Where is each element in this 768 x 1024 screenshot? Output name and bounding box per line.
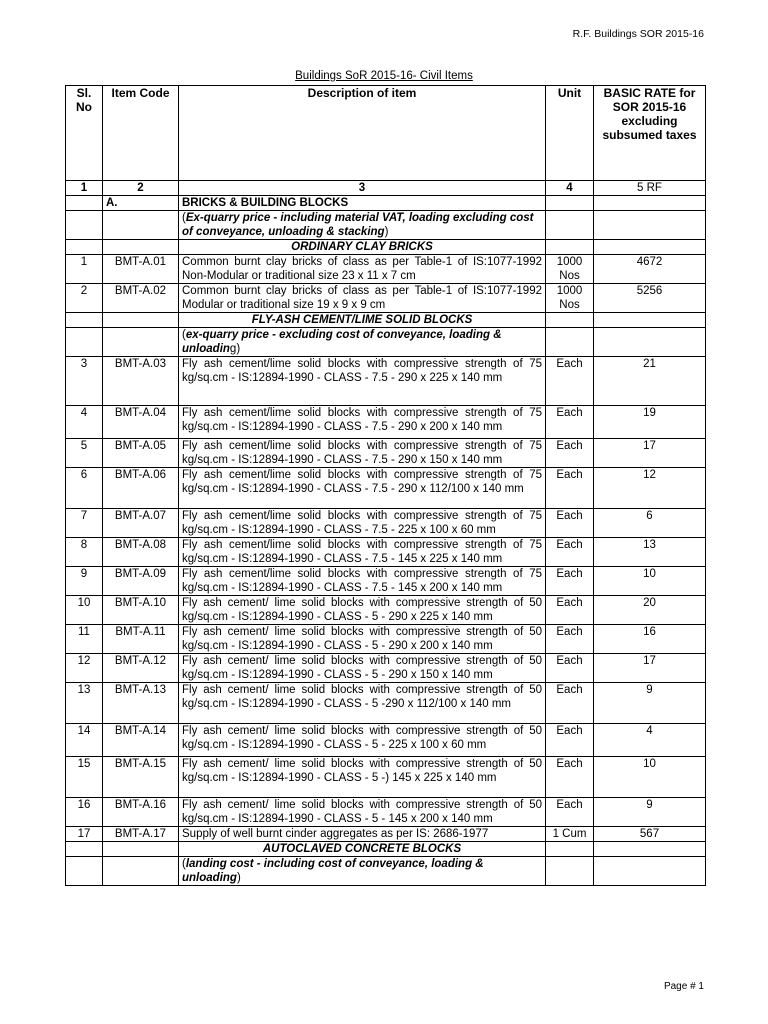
item-rate: 20 <box>594 596 706 625</box>
item-sl: 3 <box>66 357 103 406</box>
item-sl: 11 <box>66 625 103 654</box>
table-row <box>66 509 706 538</box>
item-unit: Each <box>546 567 594 596</box>
item-sl: 5 <box>66 439 103 468</box>
item-code: BMT-A.04 <box>103 406 179 439</box>
item-code: BMT-A.17 <box>103 827 179 842</box>
table-row <box>66 567 706 596</box>
item-rate: 19 <box>594 406 706 439</box>
col-number: 5 RF <box>594 181 706 196</box>
note-row <box>66 328 706 357</box>
price-note: (ex-quarry price - excluding cost of conveyance, loading & unloading) <box>179 328 546 357</box>
item-sl: 14 <box>66 724 103 757</box>
table-row <box>66 439 706 468</box>
item-rate: 5256 <box>594 284 706 313</box>
table-row <box>66 625 706 654</box>
item-unit: Each <box>546 509 594 538</box>
col-header-unit: Unit <box>546 86 594 181</box>
item-sl: 6 <box>66 468 103 509</box>
table-row <box>66 357 706 406</box>
item-code: BMT-A.09 <box>103 567 179 596</box>
item-unit: Each <box>546 654 594 683</box>
item-rate: 4672 <box>594 255 706 284</box>
price-note: (Ex-quarry price - including material VAT, loading excluding cost of conveyance, unloading & stacking) <box>179 211 546 240</box>
item-description: Fly ash cement/lime solid blocks with compressive strength of 75 kg/sq.cm - IS:12894-1990 - CLASS - 7.5 - 225 x 100 x 60 mm <box>179 509 546 538</box>
price-note-tail: g <box>229 343 237 355</box>
item-description: Common burnt clay bricks of class as per Table-1 of IS:1077-1992 Modular or traditional size 19 x 9 x 9 cm <box>179 284 546 313</box>
table-row <box>66 827 706 842</box>
item-description: Fly ash cement/ lime solid blocks with compressive strength of 50 kg/sq.cm - IS:12894-1990 - CLASS - 5 - 290 x 200 x 140 mm <box>179 625 546 654</box>
item-rate: 6 <box>594 509 706 538</box>
item-description: Fly ash cement/lime solid blocks with compressive strength of 75 kg/sq.cm - IS:12894-1990 - CLASS - 7.5 - 290 x 150 x 140 mm <box>179 439 546 468</box>
item-code: BMT-A.11 <box>103 625 179 654</box>
col-header-code: Item Code <box>103 86 179 181</box>
subhead-title: FLY-ASH CEMENT/LIME SOLID BLOCKS <box>179 313 546 328</box>
item-code: BMT-A.10 <box>103 596 179 625</box>
item-unit: Each <box>546 406 594 439</box>
item-unit: 1000 Nos <box>546 255 594 284</box>
item-description: Fly ash cement/ lime solid blocks with compressive strength of 50 kg/sq.cm - IS:12894-1990 - CLASS - 5 - 145 x 200 x 140 mm <box>179 798 546 827</box>
item-rate: 12 <box>594 468 706 509</box>
table-row <box>66 406 706 439</box>
item-code: BMT-A.16 <box>103 798 179 827</box>
item-rate: 16 <box>594 625 706 654</box>
note-row <box>66 211 706 240</box>
item-description: Fly ash cement/ lime solid blocks with compressive strength of 50 kg/sq.cm - IS:12894-1990 - CLASS - 5 -290 x 112/100 x 140 mm <box>179 683 546 724</box>
item-rate: 10 <box>594 757 706 798</box>
item-unit: Each <box>546 683 594 724</box>
item-sl: 4 <box>66 406 103 439</box>
sor-table <box>65 85 706 886</box>
item-unit: 1 Cum <box>546 827 594 842</box>
item-description: Fly ash cement/lime solid blocks with compressive strength of 75 kg/sq.cm - IS:12894-1990 - CLASS - 7.5 - 290 x 112/100 x 140 mm <box>179 468 546 509</box>
item-sl: 8 <box>66 538 103 567</box>
section-row <box>66 196 706 211</box>
item-unit: 1000 Nos <box>546 284 594 313</box>
table-row <box>66 724 706 757</box>
item-sl: 7 <box>66 509 103 538</box>
item-description: Supply of well burnt cinder aggregates as per IS: 2686-1977 <box>179 827 546 842</box>
item-description: Fly ash cement/ lime solid blocks with compressive strength of 50 kg/sq.cm - IS:12894-1990 - CLASS - 5 - 290 x 225 x 140 mm <box>179 596 546 625</box>
column-header-row <box>66 86 706 181</box>
table-row <box>66 654 706 683</box>
item-description: Fly ash cement/lime solid blocks with compressive strength of 75 kg/sq.cm - IS:12894-1990 - CLASS - 7.5 - 290 x 200 x 140 mm <box>179 406 546 439</box>
col-header-sl: Sl. No <box>66 86 103 181</box>
note-row <box>66 857 706 886</box>
price-note-text: Ex-quarry price - including material VAT, loading excluding cost of conveyance, unloading & stacking <box>182 212 534 238</box>
item-sl: 10 <box>66 596 103 625</box>
table-row <box>66 255 706 284</box>
item-unit: Each <box>546 538 594 567</box>
item-code: BMT-A.03 <box>103 357 179 406</box>
item-rate: 10 <box>594 567 706 596</box>
col-number: 3 <box>179 181 546 196</box>
table-row <box>66 538 706 567</box>
item-code: BMT-A.08 <box>103 538 179 567</box>
page-number: Page # 1 <box>663 981 704 992</box>
table-row <box>66 757 706 798</box>
subhead-row <box>66 842 706 857</box>
item-code: BMT-A.15 <box>103 757 179 798</box>
price-note: (landing cost - including cost of conveyance, loading & unloading) <box>179 857 546 886</box>
item-unit: Each <box>546 798 594 827</box>
col-header-desc: Description of item <box>179 86 546 181</box>
item-rate: 567 <box>594 827 706 842</box>
item-unit: Each <box>546 757 594 798</box>
item-code: BMT-A.05 <box>103 439 179 468</box>
item-code: BMT-A.12 <box>103 654 179 683</box>
subhead-row <box>66 313 706 328</box>
item-sl: 13 <box>66 683 103 724</box>
document-title: Buildings SoR 2015-16- Civil Items <box>295 70 473 82</box>
item-rate: 9 <box>594 683 706 724</box>
price-note-text: ex-quarry price - excluding cost of conveyance, loading & unloadin <box>182 329 502 355</box>
item-unit: Each <box>546 439 594 468</box>
item-unit: Each <box>546 625 594 654</box>
item-description: Fly ash cement/ lime solid blocks with compressive strength of 50 kg/sq.cm - IS:12894-1990 - CLASS - 5 - 225 x 100 x 60 mm <box>179 724 546 757</box>
item-description: Fly ash cement/lime solid blocks with compressive strength of 75 kg/sq.cm - IS:12894-1990 - CLASS - 7.5 - 145 x 200 x 140 mm <box>179 567 546 596</box>
item-code: BMT-A.14 <box>103 724 179 757</box>
section-title: BRICKS & BUILDING BLOCKS <box>179 196 546 211</box>
item-rate: 13 <box>594 538 706 567</box>
item-rate: 17 <box>594 654 706 683</box>
item-sl: 9 <box>66 567 103 596</box>
item-sl: 15 <box>66 757 103 798</box>
item-sl: 2 <box>66 284 103 313</box>
price-note-text: landing cost - including cost of conveyance, loading & unloading <box>182 858 484 884</box>
item-description: Fly ash cement/ lime solid blocks with compressive strength of 50 kg/sq.cm - IS:12894-1990 - CLASS - 5 -) 145 x 225 x 140 mm <box>179 757 546 798</box>
item-sl: 17 <box>66 827 103 842</box>
item-rate: 21 <box>594 357 706 406</box>
item-rate: 9 <box>594 798 706 827</box>
subhead-title: AUTOCLAVED CONCRETE BLOCKS <box>179 842 546 857</box>
item-description: Fly ash cement/lime solid blocks with compressive strength of 75 kg/sq.cm - IS:12894-1990 - CLASS - 7.5 - 145 x 225 x 140 mm <box>179 538 546 567</box>
item-unit: Each <box>546 468 594 509</box>
subhead-row <box>66 240 706 255</box>
section-letter: A. <box>103 196 179 211</box>
table-row <box>66 596 706 625</box>
item-unit: Each <box>546 596 594 625</box>
item-description: Fly ash cement/ lime solid blocks with compressive strength of 50 kg/sq.cm - IS:12894-1990 - CLASS - 5 - 290 x 150 x 140 mm <box>179 654 546 683</box>
item-description: Common burnt clay bricks of class as per Table-1 of IS:1077-1992 Non-Modular or traditional size 23 x 11 x 7 cm <box>179 255 546 284</box>
item-code: BMT-A.01 <box>103 255 179 284</box>
item-unit: Each <box>546 357 594 406</box>
item-rate: 4 <box>594 724 706 757</box>
col-number: 4 <box>546 181 594 196</box>
item-unit: Each <box>546 724 594 757</box>
table-row <box>66 683 706 724</box>
col-number: 2 <box>103 181 179 196</box>
item-code: BMT-A.07 <box>103 509 179 538</box>
item-code: BMT-A.06 <box>103 468 179 509</box>
table-row <box>66 284 706 313</box>
col-header-rate: BASIC RATE for SOR 2015-16 excluding subsumed taxes <box>594 86 706 181</box>
item-code: BMT-A.13 <box>103 683 179 724</box>
table-row <box>66 468 706 509</box>
running-header: R.F. Buildings SOR 2015-16 <box>572 28 704 40</box>
col-number: 1 <box>66 181 103 196</box>
item-sl: 12 <box>66 654 103 683</box>
subhead-title: ORDINARY CLAY BRICKS <box>179 240 546 255</box>
item-description: Fly ash cement/lime solid blocks with compressive strength of 75 kg/sq.cm - IS:12894-1990 - CLASS - 7.5 - 290 x 225 x 140 mm <box>179 357 546 406</box>
item-sl: 1 <box>66 255 103 284</box>
item-sl: 16 <box>66 798 103 827</box>
column-number-row <box>66 181 706 196</box>
item-code: BMT-A.02 <box>103 284 179 313</box>
table-row <box>66 798 706 827</box>
item-rate: 17 <box>594 439 706 468</box>
